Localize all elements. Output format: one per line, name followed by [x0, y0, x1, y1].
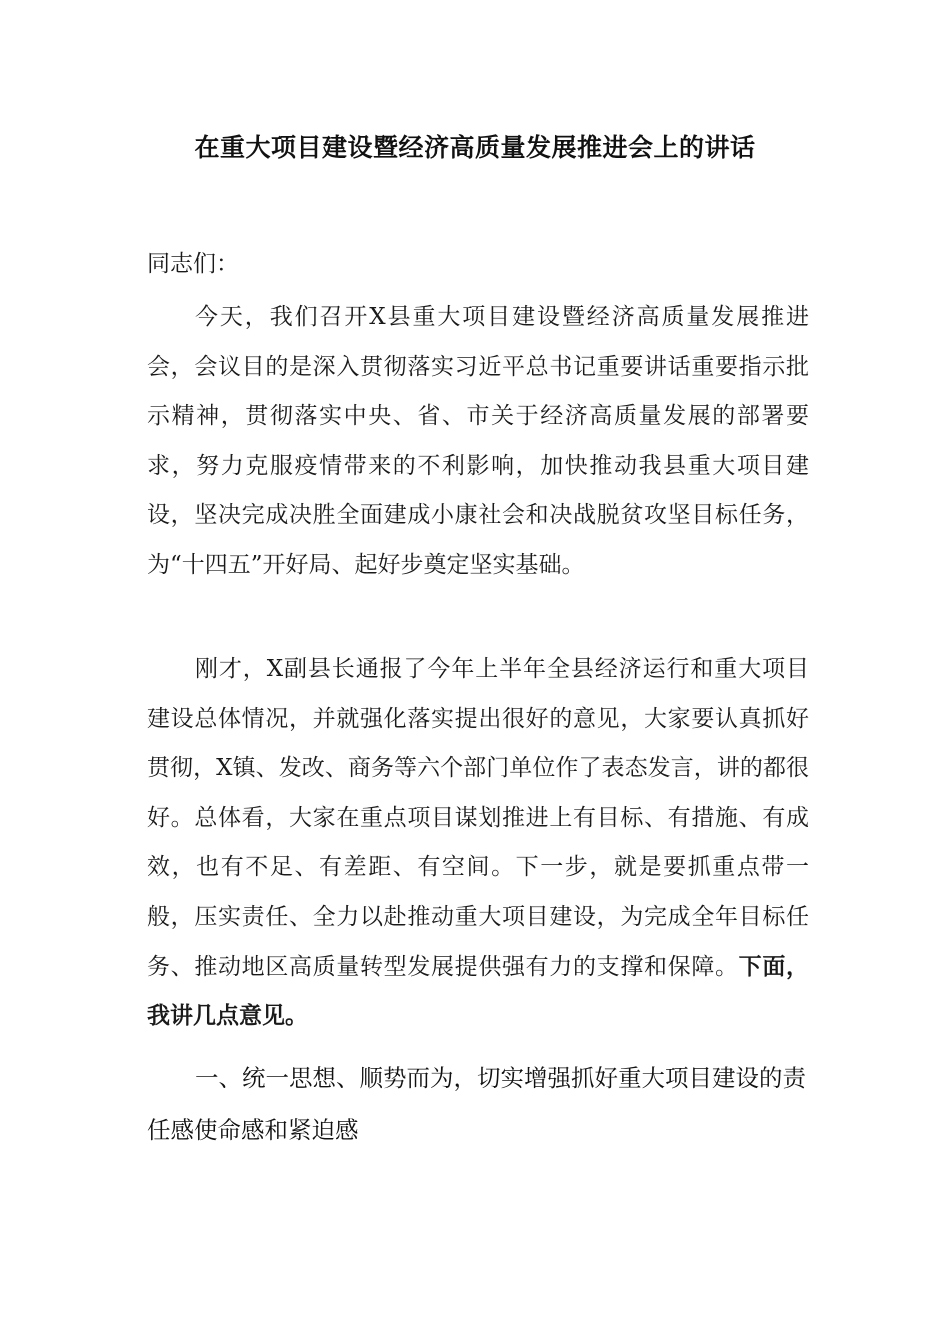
paragraph-review-text: 刚才，X副县长通报了今年上半年全县经济运行和重大项目建设总体情况，并就强化落实提出很好的意见，大家要认真抓好贯彻，X镇、发改、商务等六个部门单位作了表态发言，讲的都很好。总体看，大家在重点项目谋划推进上有目标、有措施、有成效，也有不足、有差距、有空间。下一步，就是要抓重点带一般，压实责任、全力以赴推动重大项目建设，为完成全年目标任务、推动地区高质量转型发展提供强有力的支撑和保障。: [147, 656, 809, 980]
paragraph-review-emphasis: 下面，我讲几点意见。: [147, 953, 810, 1030]
document-title: 在重大项目建设暨经济高质量发展推进会上的讲话: [194, 133, 756, 162]
section-heading-1: 一、统一思想、顺势而为，切实增强抓好重大项目建设的责任感使命感和紧迫感: [147, 1064, 806, 1144]
paragraph-opening: 今天，我们召开X县重大项目建设暨经济高质量发展推进会，会议目的是深入贯彻落实习近平总书记重要讲话重要指示批示精神，贯彻落实中央、省、市关于经济高质量发展的部署要求，努力克服疫情带来的不利影响，加快推动我县重大项目建设，坚决完成决胜全面建成小康社会和决战脱贫攻坚目标任务，为“十四五”开好局、起好步奠定坚实基础。: [147, 304, 809, 578]
paragraph-review: [147, 645, 809, 1042]
salutation: 同志们：: [147, 251, 239, 277]
